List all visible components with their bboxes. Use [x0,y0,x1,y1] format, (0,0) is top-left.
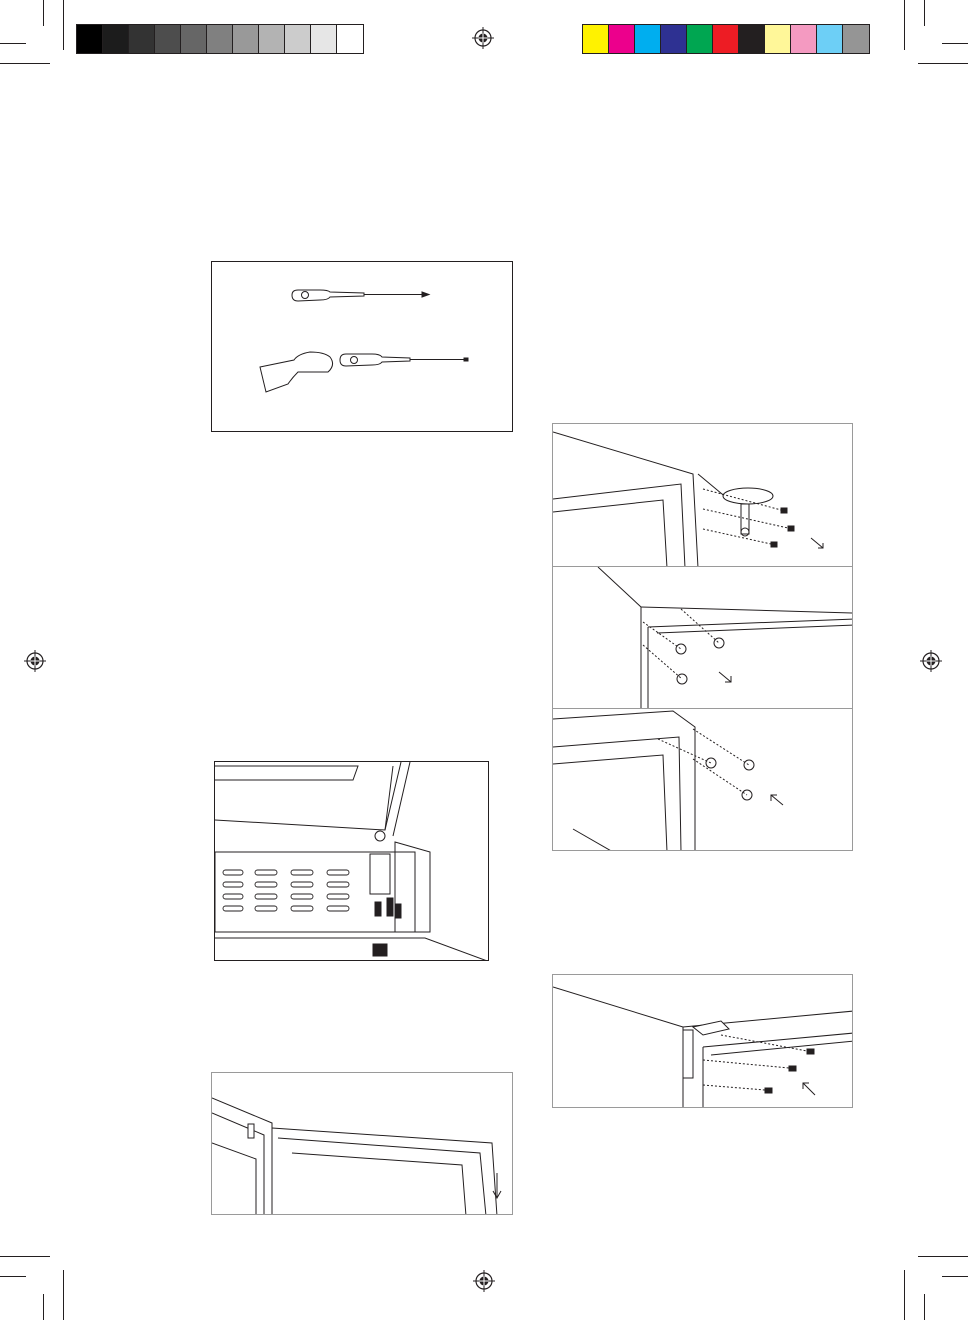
grayscale-swatch-5 [181,25,207,53]
crop-mark-bl-v2 [63,1270,64,1320]
crop-mark-br-h2 [918,1256,968,1257]
registration-mark-icon [24,650,46,672]
tools-figure [211,261,513,432]
process-swatch-1 [583,25,609,53]
crop-mark-tr-v [924,0,925,26]
grayscale-swatch-11 [337,25,363,53]
hinge-unscrew-figure [552,423,853,567]
door-removal-icon [212,1073,513,1215]
crop-mark-tl-v [43,0,44,26]
process-swatch-6 [713,25,739,53]
process-swatch-5 [687,25,713,53]
registration-mark-icon [473,1270,495,1292]
hinge-bracket-icon [215,762,489,961]
hinge-bracket-figure [214,761,489,961]
grayscale-swatch-6 [207,25,233,53]
crop-mark-tr-h2 [918,63,968,64]
crop-mark-tl-h2 [0,63,50,64]
grayscale-swatch-2 [103,25,129,53]
grayscale-swatch-8 [259,25,285,53]
registration-mark-icon [920,650,942,672]
crop-mark-tl-h [0,43,26,44]
registration-mark-icon [472,27,494,49]
hinge-refit-icon [553,975,853,1108]
cover-caps-icon [553,567,853,709]
crop-mark-bl-h2 [0,1256,50,1257]
process-swatch-2 [609,25,635,53]
hinge-unscrew-icon [553,424,853,567]
hinge-refit-figure [552,974,853,1108]
process-swatch-3 [635,25,661,53]
cover-caps-insert-icon [553,709,853,851]
process-color-bar [582,24,870,54]
grayscale-swatch-4 [155,25,181,53]
grayscale-color-bar [76,24,364,54]
crop-mark-br-h [942,1276,968,1277]
cover-caps-insert-figure [552,708,853,851]
cover-caps-remove-figure [552,566,853,709]
process-swatch-8 [765,25,791,53]
process-swatch-10 [817,25,843,53]
crop-mark-tr-h [942,43,968,44]
crop-mark-br-v [924,1294,925,1320]
grayscale-swatch-7 [233,25,259,53]
process-swatch-7 [739,25,765,53]
grayscale-swatch-3 [129,25,155,53]
crop-mark-bl-v [43,1294,44,1320]
crop-mark-tl-v2 [63,0,64,50]
crop-mark-br-v2 [904,1270,905,1320]
process-swatch-11 [843,25,869,53]
process-swatch-4 [661,25,687,53]
crop-mark-tr-v2 [904,0,905,50]
grayscale-swatch-9 [285,25,311,53]
process-swatch-9 [791,25,817,53]
tools-icon [212,262,513,432]
crop-mark-bl-h [0,1276,26,1277]
grayscale-swatch-10 [311,25,337,53]
grayscale-swatch-1 [77,25,103,53]
door-removal-figure [211,1072,513,1215]
